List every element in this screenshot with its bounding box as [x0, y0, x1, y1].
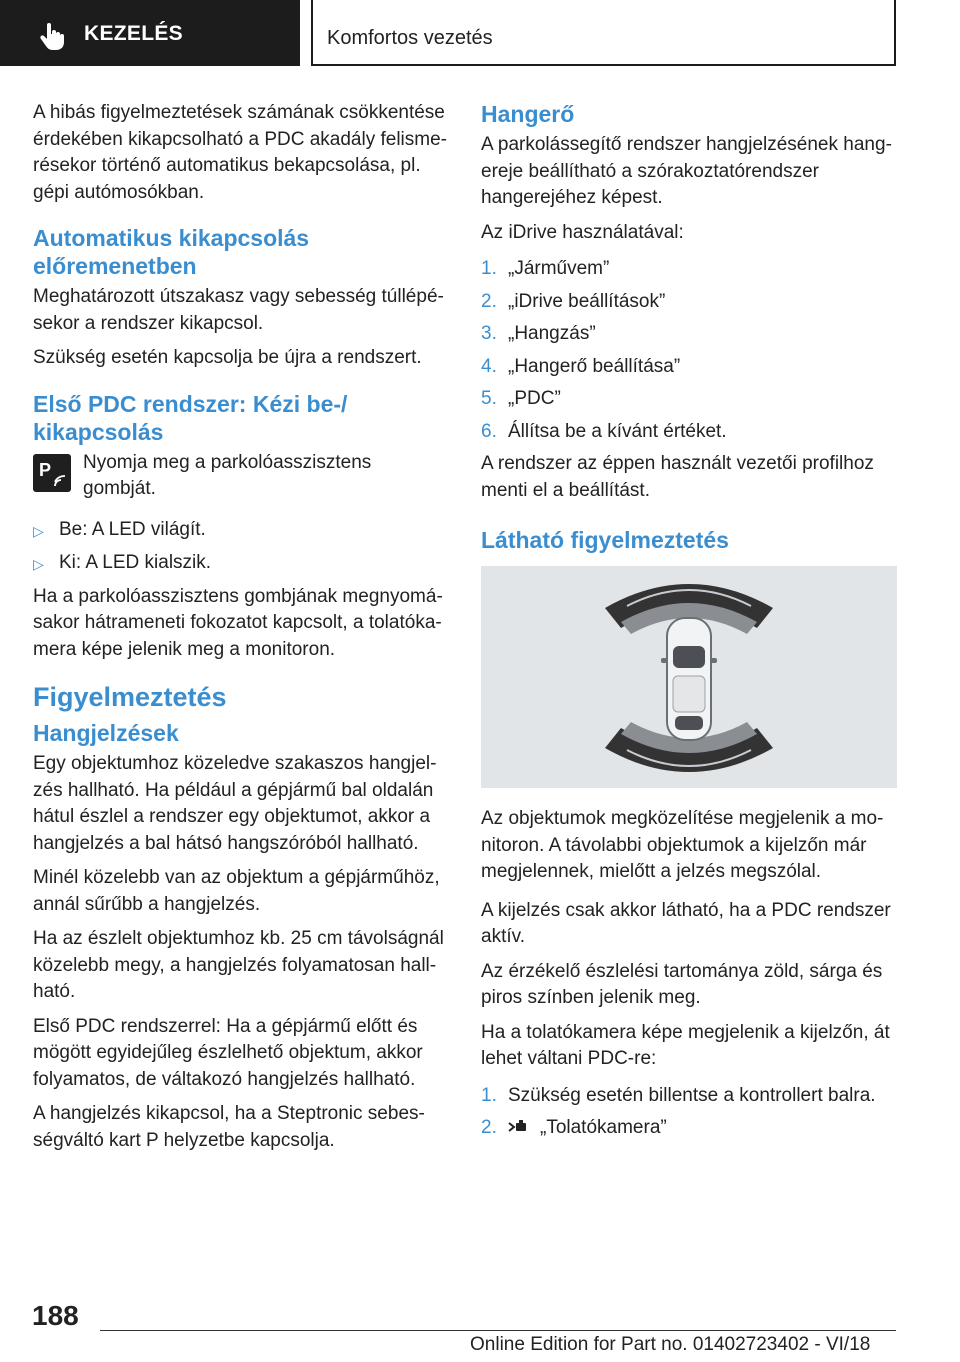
intro-paragraph: A hibás figyelmeztetések számának csökkentése érdekében kikapcsolható a PDC akadály felismerésekor történő automatikus bekapcsolása, pl. gépi autómosókban. — [33, 102, 447, 203]
chapter-tab — [311, 0, 896, 66]
list-item: 4. „Hangerő beállítása” — [481, 355, 681, 377]
reverse-camera-icon — [508, 1119, 528, 1135]
volume-steps-list — [481, 256, 897, 445]
paragraph: Ha a tolatókamera képe megjelenik a kijelzőn, át lehet váltani PDC-re: — [481, 1021, 890, 1069]
paragraph: Meghatározott útszakasz vagy sebesség túllépésekor a rendszer kikapcsol. — [33, 286, 444, 334]
list-item: 2. „iDrive beállítások” — [481, 290, 666, 312]
chapter-label: Komfortos vezetés — [327, 27, 493, 49]
paragraph: Szükség esetén kapcsolja be újra a rendszert. — [33, 347, 422, 368]
car-sensor-illustration — [481, 566, 897, 788]
list-item: 6. Állítsa be a kívánt értéket. — [481, 420, 727, 442]
parking-assistant-button-icon: P — [33, 454, 71, 492]
heading-auto-off: Automatikus kikapcsolás előremenetben — [33, 225, 310, 279]
paragraph: A kijelzés csak akkor látható, ha a PDC rendszer aktív. — [481, 899, 891, 947]
paragraph: Az objektumok megközelítése megjelenik a monitoron. A távolabbi objektumok a kijelzőn már megjelennek, mielőtt a jelzés megszólal. — [481, 808, 884, 882]
paragraph: A rendszer az éppen használt vezetői profilhoz menti el a beállítást. — [481, 453, 874, 501]
heading-volume: Hangerő — [481, 101, 575, 127]
paragraph: Egy objektumhoz közeledve szakaszos hangjelzés hallható. Ha például a gépjármű bal oldalán hátul észlel a rendszer egy objektumot, akkor a hangjelzés a bal hátsó hangszóróból hallható. — [33, 753, 437, 854]
pdc-display-illustration — [481, 566, 897, 788]
paragraph: Ha az észlelt objektumhoz kb. 25 cm távolságnál közelebb megy, a hangjelzés folyamatosan hallható. — [33, 928, 444, 1002]
footer-divider — [100, 1330, 896, 1331]
heading-visual-warning: Látható figyelmeztetés — [481, 527, 729, 553]
button-instruction-text: Nyomja meg a parkolóasszisztens gombját. — [83, 451, 372, 499]
paragraph: Ha a parkolóasszisztens gombjának megnyomásakor hátrameneti fokozatot kapcsolt, a tolatókamera képe jelenik meg a monitoron. — [33, 585, 443, 660]
heading-signals: Hangjelzések — [33, 720, 179, 746]
camera-switch-steps — [481, 1083, 897, 1142]
hand-pointer-icon — [38, 22, 66, 50]
list-item: 1. „Járművem” — [481, 258, 610, 279]
section-tab — [0, 0, 300, 66]
list-item: ▷ Ki: A LED kialszik. — [33, 550, 448, 578]
list-item: 1. Szükség esetén billentse a kontrollert balra. — [481, 1084, 876, 1106]
triangle-bullet-icon: ▷ — [33, 556, 44, 572]
paragraph: A hangjelzés kikapcsol, ha a Steptronic sebességváltó kart P helyzetbe kapcsolja. — [33, 1103, 425, 1151]
left-column — [33, 100, 448, 1162]
paragraph: A parkolássegítő rendszer hangjelzésének hangereje beállítható a szórakoztatórendszer hangerejéhez képest. — [481, 134, 892, 208]
list-item: 3. „Hangzás” — [481, 323, 596, 344]
list-item: ▷ Be: A LED világít. — [33, 517, 448, 545]
led-status-list — [33, 517, 448, 578]
right-column — [481, 100, 897, 1148]
paragraph: Minél közelebb van az objektum a gépjárműhöz, annál sűrűbb a hangjelzés. — [33, 867, 440, 915]
triangle-bullet-icon: ▷ — [33, 522, 44, 539]
pdc-button-instruction — [33, 450, 448, 503]
edition-text: Online Edition for Part no. 01402723402 - VI/18 — [470, 1334, 871, 1355]
heading-front-pdc: Első PDC rendszer: Kézi be-/ kikapcsolás — [33, 390, 348, 445]
list-item: 2. „Tolatókamera” — [481, 1117, 667, 1138]
paragraph: Első PDC rendszerrel: Ha a gépjármű előtt és mögött egyidejűleg észlelhető objektum, akkor folyamatos, de váltakozó hangjelzés hallható. — [33, 1015, 423, 1090]
section-label: KEZELÉS — [84, 22, 183, 45]
page-number: 188 — [32, 1300, 79, 1331]
paragraph: Az iDrive használatával: — [481, 221, 684, 243]
paragraph: Az érzékelő észlelési tartománya zöld, sárga és piros színben jelenik meg. — [481, 960, 883, 1008]
page-header — [0, 0, 960, 66]
list-item: 5. „PDC” — [481, 388, 561, 409]
heading-warning: Figyelmeztetés — [33, 682, 227, 712]
